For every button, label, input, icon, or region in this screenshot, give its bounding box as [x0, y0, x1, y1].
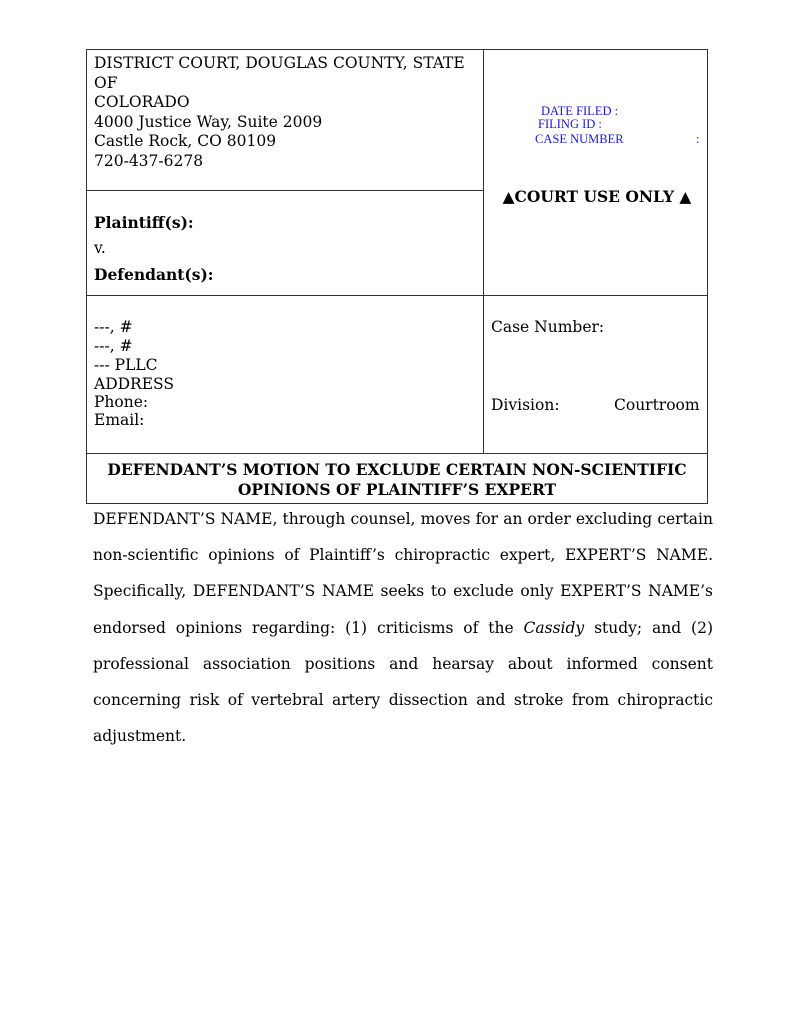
case-number-label: CASE NUMBER [535, 132, 624, 146]
caption-divider-1 [87, 190, 484, 191]
caption-table [86, 49, 708, 504]
attorney-line: ADDRESS [94, 375, 174, 393]
court-line: COLORADO [94, 93, 190, 111]
body-text-part: study; and (2) professional association positions and hearsay about informed consent concerning risk of vertebral artery dissection and stroke from chiropractic adjustment. [93, 618, 714, 746]
motion-title [87, 460, 707, 500]
courtroom-field: Courtroom [614, 396, 700, 414]
caption-divider-3 [87, 453, 707, 454]
motion-body [93, 501, 713, 754]
attorney-line: ---, # [94, 318, 133, 336]
date-filed: DATE FILED : [541, 104, 619, 118]
defendant-label: Defendant(s): [94, 265, 214, 284]
court-line: 720-437-6278 [94, 151, 204, 170]
case-number-field: Case Number: [491, 318, 605, 336]
attorney-line: --- PLLC [94, 356, 158, 374]
court-header [94, 54, 465, 171]
attorney-line: Email: [94, 411, 145, 429]
division-field: Division: [491, 396, 560, 414]
attorney-line: ---, # [94, 337, 133, 355]
body-text-part: DEFENDANT’S NAME, through counsel, moves for an order excluding certain non-scientific opinions of Plaintiff’s chiropractic expert, EXPERT’S NAME. Specifically, DEFENDANT’S NAME seeks to exclude only EXPERT’S NAME’s endorsed opinions regarding: (1) criticisms of the [93, 510, 713, 637]
attorney-block [94, 318, 174, 430]
court-line: Castle Rock, CO 80109 [94, 132, 277, 150]
plaintiff-label: Plaintiff(s): [94, 213, 194, 232]
case-number-colon: : [696, 132, 700, 146]
case-name-italic: Cassidy [523, 618, 585, 637]
caption-divider-2 [87, 295, 707, 296]
caption-divider-vertical [483, 50, 484, 453]
motion-title-line: OPINIONS OF PLAINTIFF’S EXPERT [237, 480, 557, 499]
court-line: DISTRICT COURT, DOUGLAS COUNTY, STATE [94, 54, 465, 72]
court-use-only: ▲COURT USE ONLY ▲ [502, 187, 692, 206]
motion-title-line: DEFENDANT’S MOTION TO EXCLUDE CERTAIN NON-SCIENTIFIC [107, 460, 687, 479]
versus-label: v. [94, 239, 106, 257]
filing-id: FILING ID : [538, 117, 602, 131]
court-line: OF [94, 73, 118, 92]
court-line: 4000 Justice Way, Suite 2009 [94, 112, 323, 131]
attorney-line: Phone: [94, 393, 149, 411]
